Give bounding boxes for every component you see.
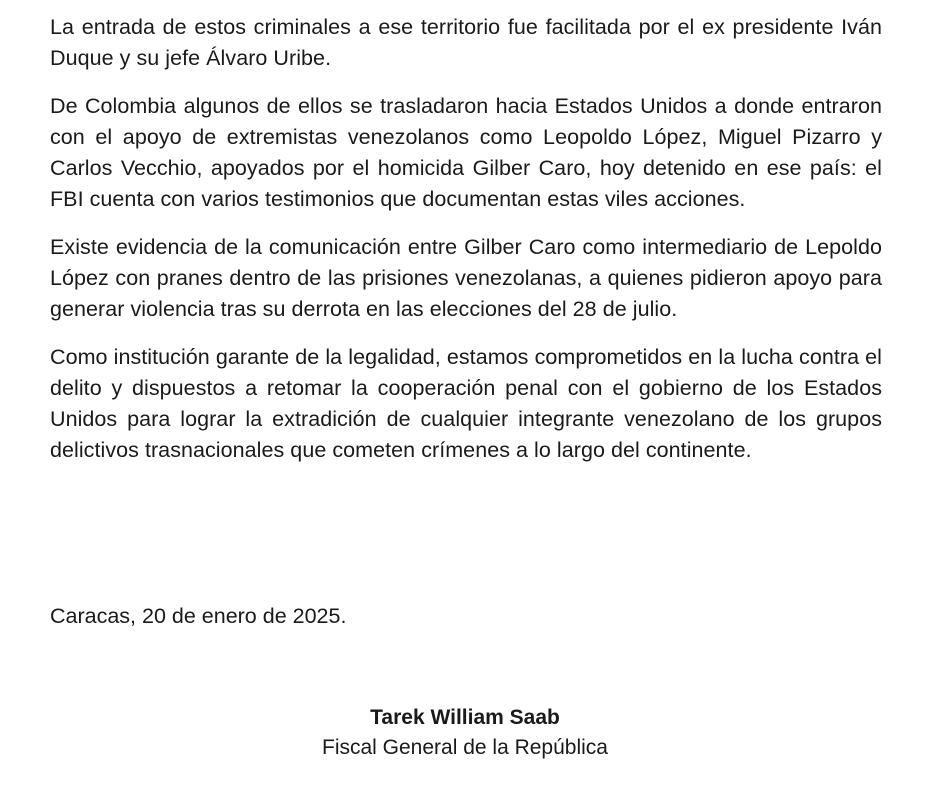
paragraph-3: Existe evidencia de la comunicación entre Gilber Caro como intermediario de Lepoldo López con pranes dentro de las prisiones venezolanas, a quienes pidieron apoyo para generar violencia tras su derrota en las elecciones del 28 de julio. <box>50 235 882 321</box>
paragraph-1: La entrada de estos criminales a ese territorio fue facilitada por el ex presidente Iván Duque y su jefe Álvaro Uribe. <box>50 15 882 70</box>
place-and-date: Caracas, 20 de enero de 2025. <box>50 604 347 628</box>
signatory-title: Fiscal General de la República <box>322 736 608 759</box>
letter-body <box>50 12 882 483</box>
paragraph-2: De Colombia algunos de ellos se trasladaron hacia Estados Unidos a donde entraron con el apoyo de extremistas venezolanos como Leopoldo López, Miguel Pizarro y Carlos Vecchio, apoyados por el homicida Gilber Caro, hoy detenido en ese país: el FBI cuenta con varios testimonios que documentan estas viles acciones. <box>50 94 882 211</box>
paragraph-4: Como institución garante de la legalidad, estamos comprometidos en la lucha contra el delito y dispuestos a retomar la cooperación penal con el gobierno de los Estados Unidos para lograr la extradición de cualquier integrante venezolano de los grupos delictivos trasnacionales que cometen crímenes a lo largo del continente. <box>50 345 882 462</box>
signature-block <box>0 703 930 763</box>
signatory-name: Tarek William Saab <box>370 706 560 729</box>
